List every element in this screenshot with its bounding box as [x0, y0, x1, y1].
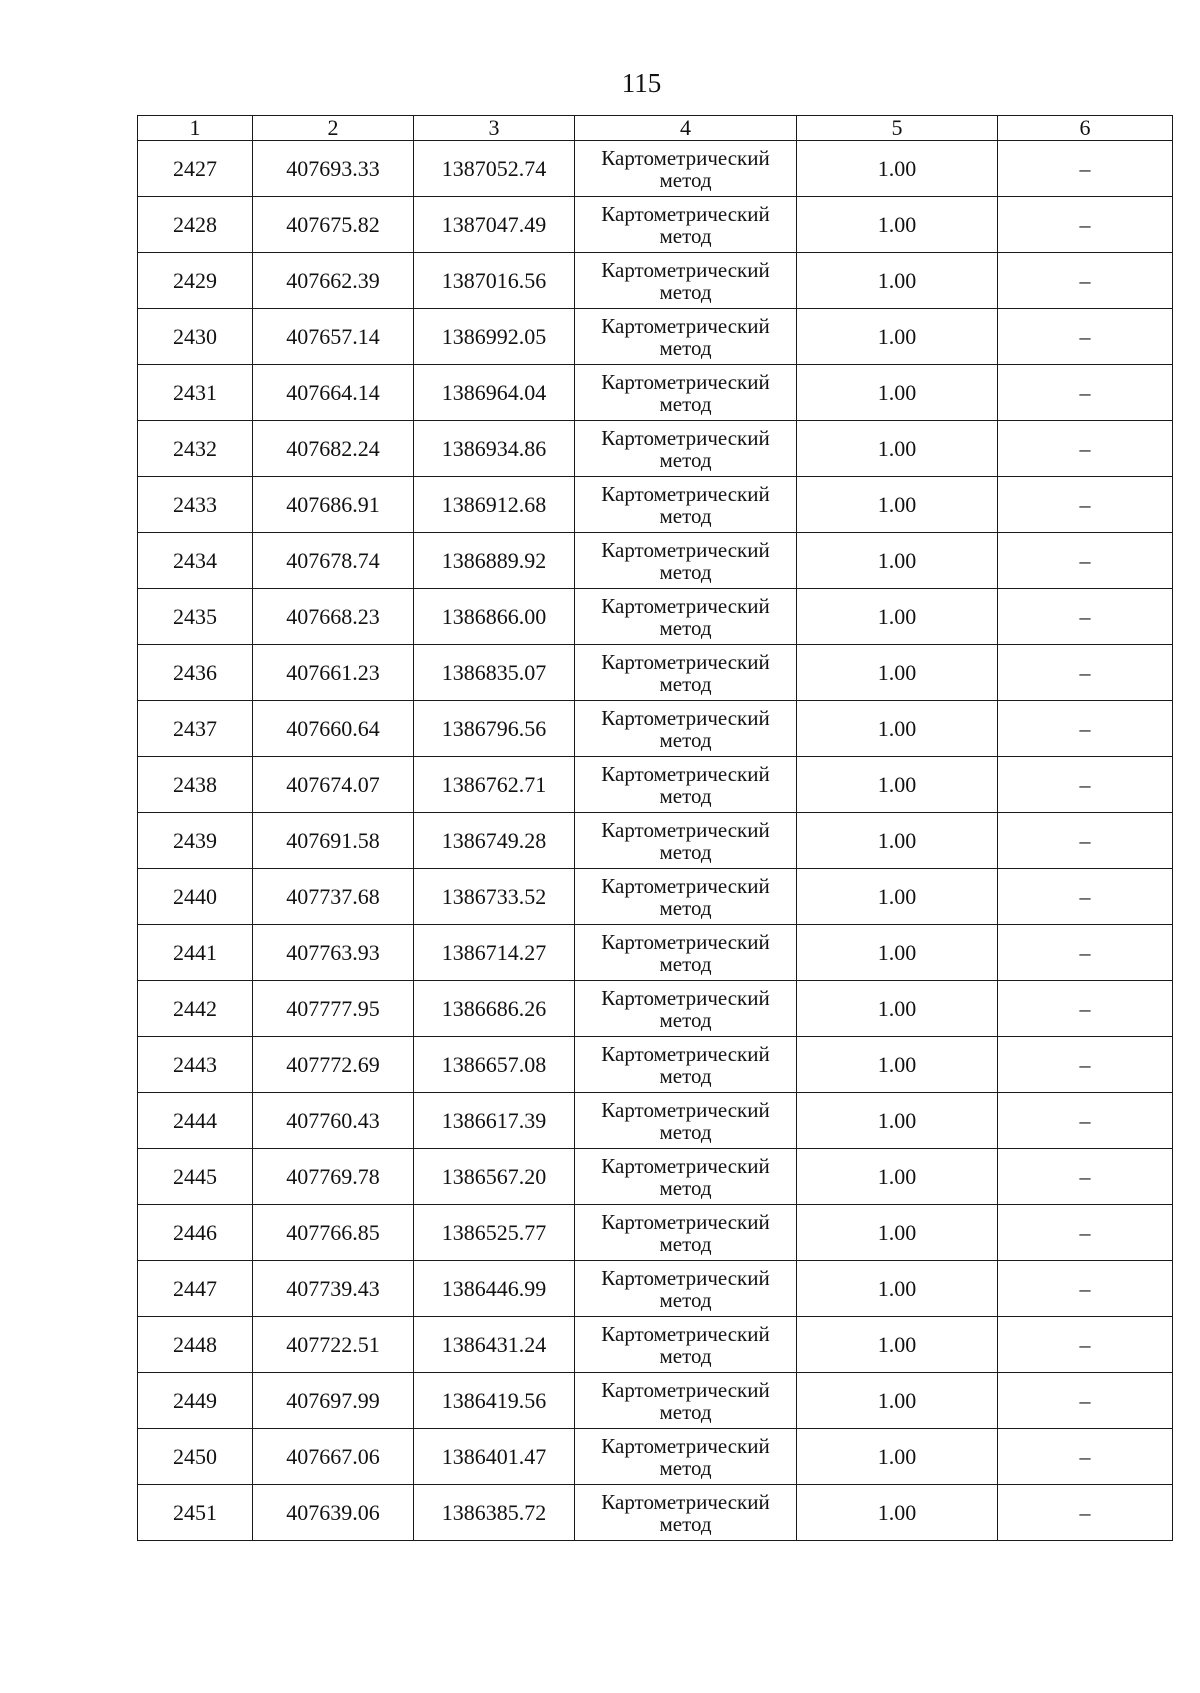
method-text-line1: Картометрический — [601, 537, 770, 562]
method-text-line2: метод — [659, 727, 712, 752]
y-coordinate-cell: 1386835.07 — [414, 645, 575, 701]
y-coordinate-cell: 1386992.05 — [414, 309, 575, 365]
table-row — [138, 589, 1173, 645]
table-row — [138, 1485, 1173, 1541]
method-cell — [575, 1037, 797, 1093]
x-coordinate-cell: 407777.95 — [253, 981, 414, 1037]
x-coordinate-cell: 407760.43 — [253, 1093, 414, 1149]
method-cell — [575, 1205, 797, 1261]
x-coordinate-cell: 407639.06 — [253, 1485, 414, 1541]
method-text-line1: Картометрический — [601, 649, 770, 674]
column-header-4: 4 — [575, 116, 797, 141]
point-number-cell: 2440 — [138, 869, 253, 925]
method-text-line1: Картометрический — [601, 313, 770, 338]
method-text-line1: Картометрический — [601, 1321, 770, 1346]
point-number-cell: 2437 — [138, 701, 253, 757]
note-cell: – — [998, 701, 1173, 757]
note-cell: – — [998, 1485, 1173, 1541]
method-text-line1: Картометрический — [601, 761, 770, 786]
method-cell — [575, 253, 797, 309]
method-text-line1: Картометрический — [601, 145, 770, 170]
method-cell — [575, 365, 797, 421]
point-number-cell: 2438 — [138, 757, 253, 813]
table-row — [138, 981, 1173, 1037]
method-cell — [575, 421, 797, 477]
accuracy-cell: 1.00 — [797, 1093, 998, 1149]
y-coordinate-cell: 1386657.08 — [414, 1037, 575, 1093]
accuracy-cell: 1.00 — [797, 869, 998, 925]
accuracy-cell: 1.00 — [797, 477, 998, 533]
y-coordinate-cell: 1386749.28 — [414, 813, 575, 869]
note-cell: – — [998, 1205, 1173, 1261]
note-cell: – — [998, 477, 1173, 533]
note-cell: – — [998, 253, 1173, 309]
method-cell — [575, 757, 797, 813]
accuracy-cell: 1.00 — [797, 1373, 998, 1429]
accuracy-cell: 1.00 — [797, 309, 998, 365]
table-row — [138, 813, 1173, 869]
method-text-line2: метод — [659, 167, 712, 192]
point-number-cell: 2444 — [138, 1093, 253, 1149]
table-row — [138, 1429, 1173, 1485]
point-number-cell: 2431 — [138, 365, 253, 421]
accuracy-cell: 1.00 — [797, 1149, 998, 1205]
method-cell — [575, 1093, 797, 1149]
x-coordinate-cell: 407664.14 — [253, 365, 414, 421]
method-text-line2: метод — [659, 279, 712, 304]
table-row — [138, 645, 1173, 701]
table-row — [138, 253, 1173, 309]
y-coordinate-cell: 1386567.20 — [414, 1149, 575, 1205]
y-coordinate-cell: 1386446.99 — [414, 1261, 575, 1317]
method-text-line2: метод — [659, 447, 712, 472]
note-cell: – — [998, 1093, 1173, 1149]
y-coordinate-cell: 1386733.52 — [414, 869, 575, 925]
accuracy-cell: 1.00 — [797, 645, 998, 701]
method-text-line2: метод — [659, 559, 712, 584]
y-coordinate-cell: 1386964.04 — [414, 365, 575, 421]
y-coordinate-cell: 1386889.92 — [414, 533, 575, 589]
point-number-cell: 2430 — [138, 309, 253, 365]
table-row — [138, 1093, 1173, 1149]
method-text-line2: метод — [659, 1007, 712, 1032]
x-coordinate-cell: 407763.93 — [253, 925, 414, 981]
column-header-6: 6 — [998, 116, 1173, 141]
y-coordinate-cell: 1386762.71 — [414, 757, 575, 813]
point-number-cell: 2446 — [138, 1205, 253, 1261]
note-cell: – — [998, 1317, 1173, 1373]
point-number-cell: 2434 — [138, 533, 253, 589]
method-cell — [575, 141, 797, 197]
method-cell — [575, 1485, 797, 1541]
table-row — [138, 1037, 1173, 1093]
method-cell — [575, 981, 797, 1037]
method-cell — [575, 1261, 797, 1317]
point-number-cell: 2447 — [138, 1261, 253, 1317]
note-cell: – — [998, 1037, 1173, 1093]
x-coordinate-cell: 407772.69 — [253, 1037, 414, 1093]
note-cell: – — [998, 197, 1173, 253]
x-coordinate-cell: 407667.06 — [253, 1429, 414, 1485]
accuracy-cell: 1.00 — [797, 757, 998, 813]
table-row — [138, 1261, 1173, 1317]
point-number-cell: 2441 — [138, 925, 253, 981]
x-coordinate-cell: 407674.07 — [253, 757, 414, 813]
y-coordinate-cell: 1386714.27 — [414, 925, 575, 981]
note-cell: – — [998, 533, 1173, 589]
method-text-line2: метод — [659, 1399, 712, 1424]
method-cell — [575, 925, 797, 981]
point-number-cell: 2427 — [138, 141, 253, 197]
note-cell: – — [998, 589, 1173, 645]
y-coordinate-cell: 1386912.68 — [414, 477, 575, 533]
x-coordinate-cell: 407678.74 — [253, 533, 414, 589]
accuracy-cell: 1.00 — [797, 533, 998, 589]
accuracy-cell: 1.00 — [797, 1037, 998, 1093]
accuracy-cell: 1.00 — [797, 197, 998, 253]
table-row — [138, 1149, 1173, 1205]
x-coordinate-cell: 407766.85 — [253, 1205, 414, 1261]
method-text-line2: метод — [659, 1063, 712, 1088]
x-coordinate-cell: 407737.68 — [253, 869, 414, 925]
method-cell — [575, 1373, 797, 1429]
y-coordinate-cell: 1386385.72 — [414, 1485, 575, 1541]
y-coordinate-cell: 1386419.56 — [414, 1373, 575, 1429]
header-row — [138, 116, 1173, 141]
x-coordinate-cell: 407722.51 — [253, 1317, 414, 1373]
method-text-line2: метод — [659, 503, 712, 528]
method-text-line1: Картометрический — [601, 369, 770, 394]
method-cell — [575, 813, 797, 869]
y-coordinate-cell: 1386431.24 — [414, 1317, 575, 1373]
point-number-cell: 2451 — [138, 1485, 253, 1541]
point-number-cell: 2435 — [138, 589, 253, 645]
point-number-cell: 2448 — [138, 1317, 253, 1373]
method-text-line1: Картометрический — [601, 929, 770, 954]
y-coordinate-cell: 1386934.86 — [414, 421, 575, 477]
method-text-line1: Картометрический — [601, 257, 770, 282]
point-number-cell: 2449 — [138, 1373, 253, 1429]
method-cell — [575, 1317, 797, 1373]
method-cell — [575, 1149, 797, 1205]
note-cell: – — [998, 925, 1173, 981]
y-coordinate-cell: 1387016.56 — [414, 253, 575, 309]
method-text-line2: метод — [659, 1175, 712, 1200]
method-text-line2: метод — [659, 951, 712, 976]
method-text-line2: метод — [659, 1231, 712, 1256]
point-number-cell: 2442 — [138, 981, 253, 1037]
accuracy-cell: 1.00 — [797, 813, 998, 869]
coordinates-table — [137, 115, 1173, 1541]
table-row — [138, 757, 1173, 813]
method-text-line1: Картометрический — [601, 817, 770, 842]
note-cell: – — [998, 141, 1173, 197]
accuracy-cell: 1.00 — [797, 1205, 998, 1261]
y-coordinate-cell: 1386866.00 — [414, 589, 575, 645]
column-header-5: 5 — [797, 116, 998, 141]
method-text-line2: метод — [659, 671, 712, 696]
method-text-line1: Картометрический — [601, 1041, 770, 1066]
accuracy-cell: 1.00 — [797, 925, 998, 981]
y-coordinate-cell: 1386401.47 — [414, 1429, 575, 1485]
note-cell: – — [998, 1373, 1173, 1429]
method-text-line2: метод — [659, 223, 712, 248]
table-row — [138, 1205, 1173, 1261]
accuracy-cell: 1.00 — [797, 253, 998, 309]
method-text-line2: метод — [659, 783, 712, 808]
note-cell: – — [998, 309, 1173, 365]
method-text-line2: метод — [659, 1455, 712, 1480]
method-cell — [575, 869, 797, 925]
method-text-line2: метод — [659, 1287, 712, 1312]
table-row — [138, 1317, 1173, 1373]
table-row — [138, 421, 1173, 477]
x-coordinate-cell: 407691.58 — [253, 813, 414, 869]
table-row — [138, 365, 1173, 421]
table-row — [138, 925, 1173, 981]
method-cell — [575, 701, 797, 757]
method-text-line1: Картометрический — [601, 1209, 770, 1234]
method-text-line1: Картометрический — [601, 1265, 770, 1290]
method-cell — [575, 1429, 797, 1485]
method-text-line1: Картометрический — [601, 1377, 770, 1402]
table-row — [138, 197, 1173, 253]
method-cell — [575, 589, 797, 645]
method-text-line1: Картометрический — [601, 1153, 770, 1178]
accuracy-cell: 1.00 — [797, 421, 998, 477]
method-text-line2: метод — [659, 895, 712, 920]
accuracy-cell: 1.00 — [797, 1317, 998, 1373]
note-cell: – — [998, 869, 1173, 925]
table-row — [138, 309, 1173, 365]
x-coordinate-cell: 407660.64 — [253, 701, 414, 757]
table-row — [138, 477, 1173, 533]
y-coordinate-cell: 1386796.56 — [414, 701, 575, 757]
point-number-cell: 2450 — [138, 1429, 253, 1485]
x-coordinate-cell: 407682.24 — [253, 421, 414, 477]
point-number-cell: 2428 — [138, 197, 253, 253]
method-text-line2: метод — [659, 615, 712, 640]
accuracy-cell: 1.00 — [797, 1429, 998, 1485]
point-number-cell: 2433 — [138, 477, 253, 533]
accuracy-cell: 1.00 — [797, 365, 998, 421]
table-row — [138, 701, 1173, 757]
x-coordinate-cell: 407661.23 — [253, 645, 414, 701]
table-row — [138, 141, 1173, 197]
method-cell — [575, 197, 797, 253]
note-cell: – — [998, 421, 1173, 477]
x-coordinate-cell: 407657.14 — [253, 309, 414, 365]
y-coordinate-cell: 1386617.39 — [414, 1093, 575, 1149]
accuracy-cell: 1.00 — [797, 701, 998, 757]
x-coordinate-cell: 407693.33 — [253, 141, 414, 197]
y-coordinate-cell: 1386686.26 — [414, 981, 575, 1037]
method-text-line1: Картометрический — [601, 705, 770, 730]
method-text-line2: метод — [659, 335, 712, 360]
method-text-line1: Картометрический — [601, 1433, 770, 1458]
method-text-line1: Картометрический — [601, 985, 770, 1010]
method-text-line1: Картометрический — [601, 1489, 770, 1514]
x-coordinate-cell: 407686.91 — [253, 477, 414, 533]
point-number-cell: 2443 — [138, 1037, 253, 1093]
y-coordinate-cell: 1387052.74 — [414, 141, 575, 197]
method-text-line2: метод — [659, 1343, 712, 1368]
point-number-cell: 2432 — [138, 421, 253, 477]
note-cell: – — [998, 981, 1173, 1037]
method-text-line1: Картометрический — [601, 481, 770, 506]
point-number-cell: 2445 — [138, 1149, 253, 1205]
method-text-line1: Картометрический — [601, 1097, 770, 1122]
x-coordinate-cell: 407697.99 — [253, 1373, 414, 1429]
accuracy-cell: 1.00 — [797, 981, 998, 1037]
point-number-cell: 2436 — [138, 645, 253, 701]
accuracy-cell: 1.00 — [797, 1485, 998, 1541]
note-cell: – — [998, 1261, 1173, 1317]
table-body — [138, 141, 1173, 1541]
column-header-2: 2 — [253, 116, 414, 141]
column-header-3: 3 — [414, 116, 575, 141]
method-cell — [575, 645, 797, 701]
note-cell: – — [998, 645, 1173, 701]
note-cell: – — [998, 757, 1173, 813]
x-coordinate-cell: 407739.43 — [253, 1261, 414, 1317]
accuracy-cell: 1.00 — [797, 589, 998, 645]
method-text-line1: Картометрический — [601, 873, 770, 898]
y-coordinate-cell: 1387047.49 — [414, 197, 575, 253]
table-row — [138, 1373, 1173, 1429]
accuracy-cell: 1.00 — [797, 1261, 998, 1317]
x-coordinate-cell: 407769.78 — [253, 1149, 414, 1205]
x-coordinate-cell: 407675.82 — [253, 197, 414, 253]
method-text-line1: Картометрический — [601, 593, 770, 618]
accuracy-cell: 1.00 — [797, 141, 998, 197]
method-cell — [575, 477, 797, 533]
column-header-1: 1 — [138, 116, 253, 141]
page-number: 115 — [621, 68, 662, 98]
method-cell — [575, 309, 797, 365]
note-cell: – — [998, 1429, 1173, 1485]
x-coordinate-cell: 407662.39 — [253, 253, 414, 309]
note-cell: – — [998, 365, 1173, 421]
method-text-line2: метод — [659, 1511, 712, 1536]
note-cell: – — [998, 1149, 1173, 1205]
method-text-line2: метод — [659, 1119, 712, 1144]
method-text-line1: Картометрический — [601, 425, 770, 450]
y-coordinate-cell: 1386525.77 — [414, 1205, 575, 1261]
table-row — [138, 533, 1173, 589]
note-cell: – — [998, 813, 1173, 869]
method-text-line2: метод — [659, 839, 712, 864]
method-text-line1: Картометрический — [601, 201, 770, 226]
point-number-cell: 2429 — [138, 253, 253, 309]
method-cell — [575, 533, 797, 589]
x-coordinate-cell: 407668.23 — [253, 589, 414, 645]
method-text-line2: метод — [659, 391, 712, 416]
point-number-cell: 2439 — [138, 813, 253, 869]
table-row — [138, 869, 1173, 925]
